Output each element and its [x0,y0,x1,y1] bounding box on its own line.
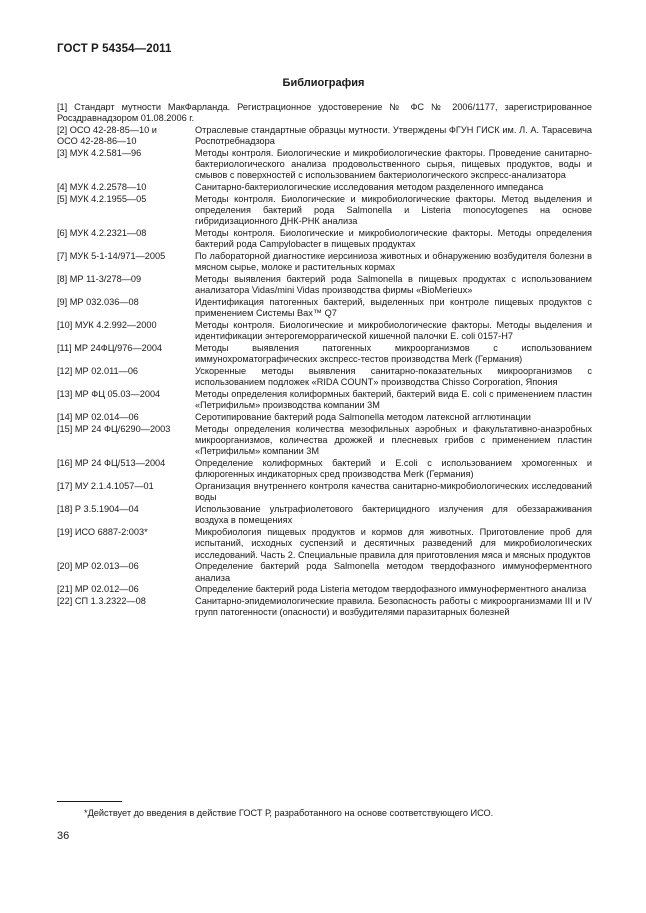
entry-reference: [6] МУК 4.2.2321—08 [57,228,147,239]
bibliography-entry [57,424,592,458]
section-title: Библиография [282,77,365,89]
bibliography-entry [57,389,592,411]
entry-description: Методы контроля. Биологические и микробиологические факторы. Проведение санитарно-бактериологического анализа продовольственного сырья, пищевых продуктов, воды и смывов с поверхностей с использованием бактериологического экспресс-анализатора [195,148,592,181]
entry-description: Санитарно-эпидемиологические правила. Безопасность работы с микроорганизмами III и IV групп патогенности (опасности) и возбудителями паразитарных болезней [195,596,592,618]
bibliography-entry [57,596,592,618]
bibliography-entry [57,194,592,228]
bibliography-entry [57,412,592,423]
entry-description: Микробиология пищевых продуктов и кормов для животных. Приготовление проб для испытаний, исходных суспензий и десятичных разведений для микробиологических исследований. Часть 2. Специальные правила для приготовления мяса и мясных продуктов [195,527,592,560]
entry-description: Санитарно-бактериологические исследования методом разделенного импеданса [195,182,544,193]
entry-description: Отраслевые стандартные образцы мутности. Утверждены ФГУН ГИСК им. Л. А. Тарасевича Роспотребнадзора [195,125,592,147]
entry-reference: [13] МР ФЦ 05.03—2004 [57,389,161,400]
entry-reference: [3] МУК 4.2.581—96 [57,148,142,158]
bibliography-entry [57,584,592,595]
entry-reference: [20] МР 02.013—06 [57,561,139,572]
bibliography-entry [57,320,592,342]
bibliography-list [57,102,592,619]
entry-reference: [9] МР 032.036—08 [57,297,139,308]
bibliography-entry [57,251,592,273]
entry-reference: [16] МР 24 ФЦ/513—2004 [57,458,166,469]
entry-description: Методы контроля. Биологические и микробиологические факторы. Методы выделения и идентификации энтерогеморрагической кишечной палочки E. coli 0157-H7 [195,320,592,342]
entry-description: Определение бактерий рода Salmonella методом твердофазного иммуноферментного анализа [195,561,592,583]
entry-description: Определение колиформных бактерий и E.coli с использованием хромогенных и флюрогенных индикаторных сред производства Merk (Германия) [195,458,592,480]
entry-reference: [17] МУ 2.1.4.1057—01 [57,481,154,492]
entry-reference: [18] Р 3.5.1904—04 [57,504,139,515]
bibliography-entry [57,297,592,319]
bibliography-entry [57,561,592,583]
entry-reference: [4] МУК 4.2.2578—10 [57,182,147,193]
entry-reference: [19] ИСО 6887-2:003* [57,527,148,538]
entry-description: Использование ультрафиолетового бактерицидного излучения для обеззараживания воздуха в помещениях [195,504,592,526]
entry-reference: [2] ОСО 42-28-85—10 и ОСО 42-28-86—10 [57,125,157,147]
bibliography-entry [57,125,592,147]
entry-description: Определение бактерий рода Listeria методом твердофазного иммуноферментного анализа [195,584,587,595]
bibliography-entry [57,102,592,124]
entry-description: Идентификация патогенных бактерий, выделенных при контроле пищевых продуктов с применением Системы Bax™ Q7 [195,297,592,319]
bibliography-entry [57,182,592,193]
bibliography-entry [57,148,592,182]
entry-description: По лабораторной диагностике иерсиниоза животных и обнаружению возбудителя болезни в мясном сырье, молоке и растительных кормах [195,251,592,273]
entry-description: Методы определения колиформных бактерий, бактерий вида E. coli с применением пластин «Петрифильм» производства компании 3М [195,389,592,411]
bibliography-entry [57,458,592,480]
entry-description: Ускоренные методы выявления санитарно-показательных микроорганизмов с использованием подложек «RIDA COUNT» производства Chisso Corporation, Япония [195,366,592,388]
footnote: *Действует до введения в действие ГОСТ Р, разработанного на основе соответствующего ИСО. [84,808,494,818]
bibliography-entry [57,228,592,250]
entry-description: [1] Стандарт мутности МакФарланда. Регистрационное удостоверение № ФС № 2006/1177, зарегистрированное Росздравнадзором 01.08.2006 г. [57,102,592,124]
bibliography-entry [57,343,592,365]
bibliography-entry [57,504,592,526]
entry-description: Методы выявления патогенных микроорганизмов с использованием иммунохроматографических экспресс-тестов производства Merk (Германия) [195,343,592,365]
footnote-divider [57,801,122,802]
entry-reference: [11] МР 24ФЦ/976—2004 [57,343,163,354]
entry-description: Методы контроля. Биологические и микробиологические факторы. Методы определения бактерий рода Campylobacter в пищевых продуктах [195,228,592,250]
entry-description: Методы определения количества мезофильных аэробных и факультативно-анаэробных микроорганизмов, количества дрожжей и плесневых грибов с применением пластин «Петрифильм» компании 3М [195,424,592,457]
bibliography-entry [57,274,592,296]
bibliography-entry [57,366,592,388]
entry-description: Организация внутреннего контроля качества санитарно-микробиологических исследований воды [195,481,592,503]
entry-reference: [10] МУК 4.2.992—2000 [57,320,157,331]
entry-description: Методы выявления бактерий рода Salmonella в пищевых продуктах с использованием анализатора Vidas/mini Vidas производства фирмы «BioMerieux» [195,274,592,296]
entry-reference: [15] МР 24 ФЦ/6290—2003 [57,424,171,434]
entry-reference: [8] МР 11-3/278—09 [57,274,142,285]
entry-reference: [12] МР 02.011—06 [57,366,139,377]
entry-reference: [14] МР 02.014—06 [57,412,139,423]
entry-reference: [21] МР 02.012—06 [57,584,139,595]
document-header: ГОСТ Р 54354—2011 [57,43,172,55]
bibliography-entry [57,481,592,503]
entry-reference: [7] МУК 5-1-14/971—2005 [57,251,166,262]
page-number: 36 [57,830,70,842]
entry-reference: [5] МУК 4.2.1955—05 [57,194,147,204]
entry-reference: [22] СП 1.3.2322—08 [57,596,146,607]
entry-description: Серотипирование бактерий рода Salmonella методом латексной агглютинации [195,412,531,423]
bibliography-entry [57,527,592,561]
entry-description: Методы контроля. Биологические и микробиологические факторы. Метод выделения и определения бактерий рода Salmonella и Listeria monocytogenes на основе гибридизационного ДНК-РНК анализа [195,194,592,227]
